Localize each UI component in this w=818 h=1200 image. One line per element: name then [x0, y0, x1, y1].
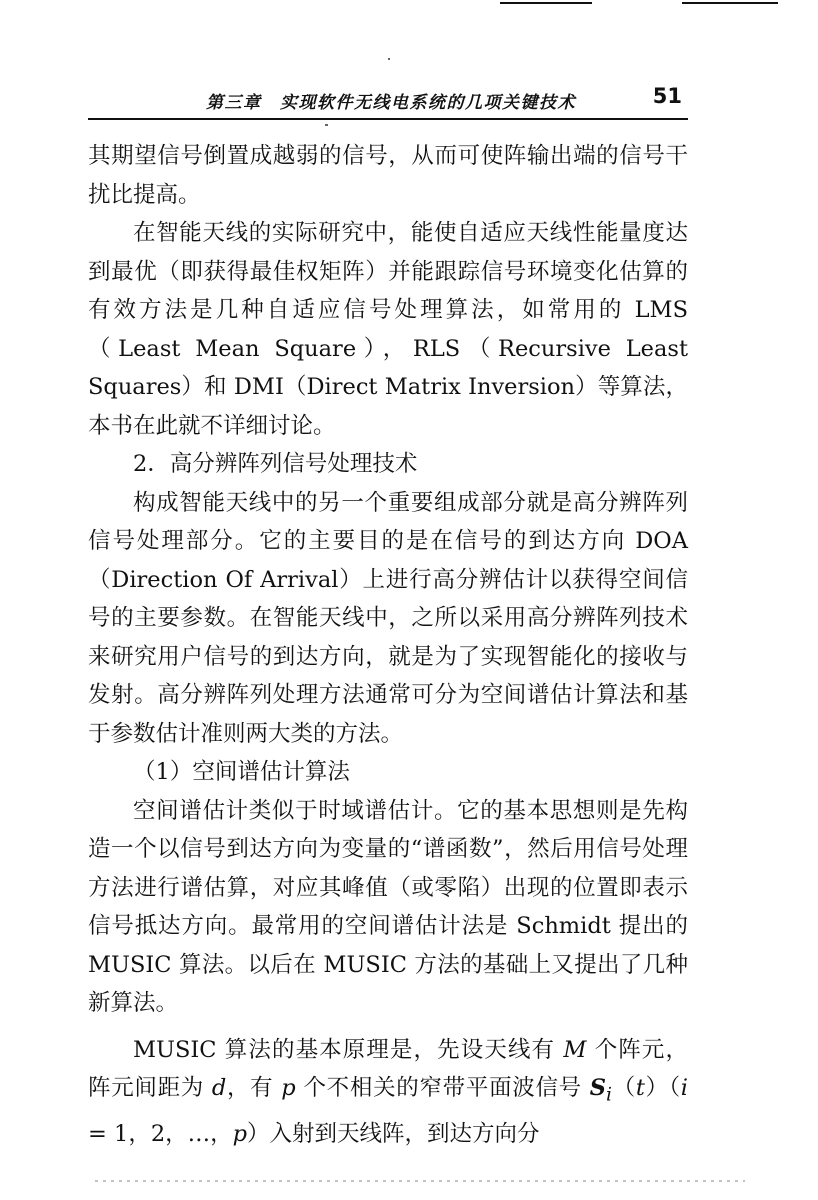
paragraph: 其期望信号倒置成越弱的信号，从而可使阵输出端的信号干扰比提高。: [88, 143, 688, 208]
math-variable: t: [635, 1075, 645, 1101]
text-run: = 1，2，…，: [88, 1121, 233, 1147]
chapter-title: 第三章 实现软件无线电系统的几项关键技术: [206, 93, 576, 113]
math-variable: p: [232, 1121, 248, 1147]
math-variable: p: [281, 1075, 296, 1101]
top-edge-rule: [500, 2, 592, 4]
math-variable: M: [563, 1036, 587, 1063]
running-header: [88, 84, 688, 120]
scan-speck: [325, 124, 328, 126]
text-run: ）（: [644, 1075, 681, 1101]
paragraph: 构成智能天线中的另一个重要组成部分就是高分辨阵列信号处理部分。它的主要目的是在信号的到达方向 DOA（Direction Of Arrival）上进行高分辨估计以获得空间信号的主要参数。在智能天线中，之所以采用高分辨阵列技术来研究用户信号的到达方向，就是为了实现智能化的接收与发射。高分辨阵列处理方法通常可分为空间谱估计算法和基于参数估计准则两大类的方法。: [88, 489, 688, 747]
text-run: 个不相关的窄带平面波信号: [295, 1075, 590, 1101]
math-subscript: i: [605, 1084, 612, 1106]
paragraph: 空间谱估计类似于时域谱估计。它的基本思想则是先构造一个以信号到达方向为变量的“谱函数”，然后用信号处理方法进行谱估算，对应其峰值（或零陷）出现的位置即表示信号抵达方向。最常用的空间谱估计法是 Schmidt 提出的 MUSIC 算法。以后在 MUSIC 方法的基础上又提出了几种新算法。: [88, 797, 688, 1016]
scan-artifact-line: [95, 1180, 745, 1182]
math-variable: i: [680, 1075, 688, 1101]
paragraph: 在智能天线的实际研究中，能使自适应天线性能量度达到最优（即获得最佳权矩阵）并能跟踪信号环境变化估算的有效方法是几种自适应信号处理算法，如常用的 LMS（Least Mean Square），RLS（Recursive Least Squares）和 DMI（Direct Matrix Inversion）等算法，本书在此就不详细讨论。: [88, 220, 688, 439]
paragraph: [88, 1031, 688, 1154]
math-variable: d: [211, 1075, 227, 1101]
math-variable: S: [589, 1075, 606, 1101]
scan-speck: [388, 58, 390, 60]
text-run: （: [611, 1075, 636, 1101]
subsection-heading: （1）空间谱估计算法: [133, 759, 350, 785]
text-run: MUSIC 算法的基本原理是，先设天线有: [133, 1036, 564, 1063]
text-run: 个阵元，阵元间距为: [88, 1036, 688, 1101]
text-run: ，有: [226, 1075, 282, 1101]
top-edge-rule: [682, 2, 778, 4]
body-text: [88, 137, 688, 1154]
section-heading: 2．高分辨阵列信号处理技术: [133, 451, 418, 477]
page-number: 51: [652, 84, 682, 108]
text-run: ）入射到天线阵，到达方向分: [247, 1121, 540, 1147]
